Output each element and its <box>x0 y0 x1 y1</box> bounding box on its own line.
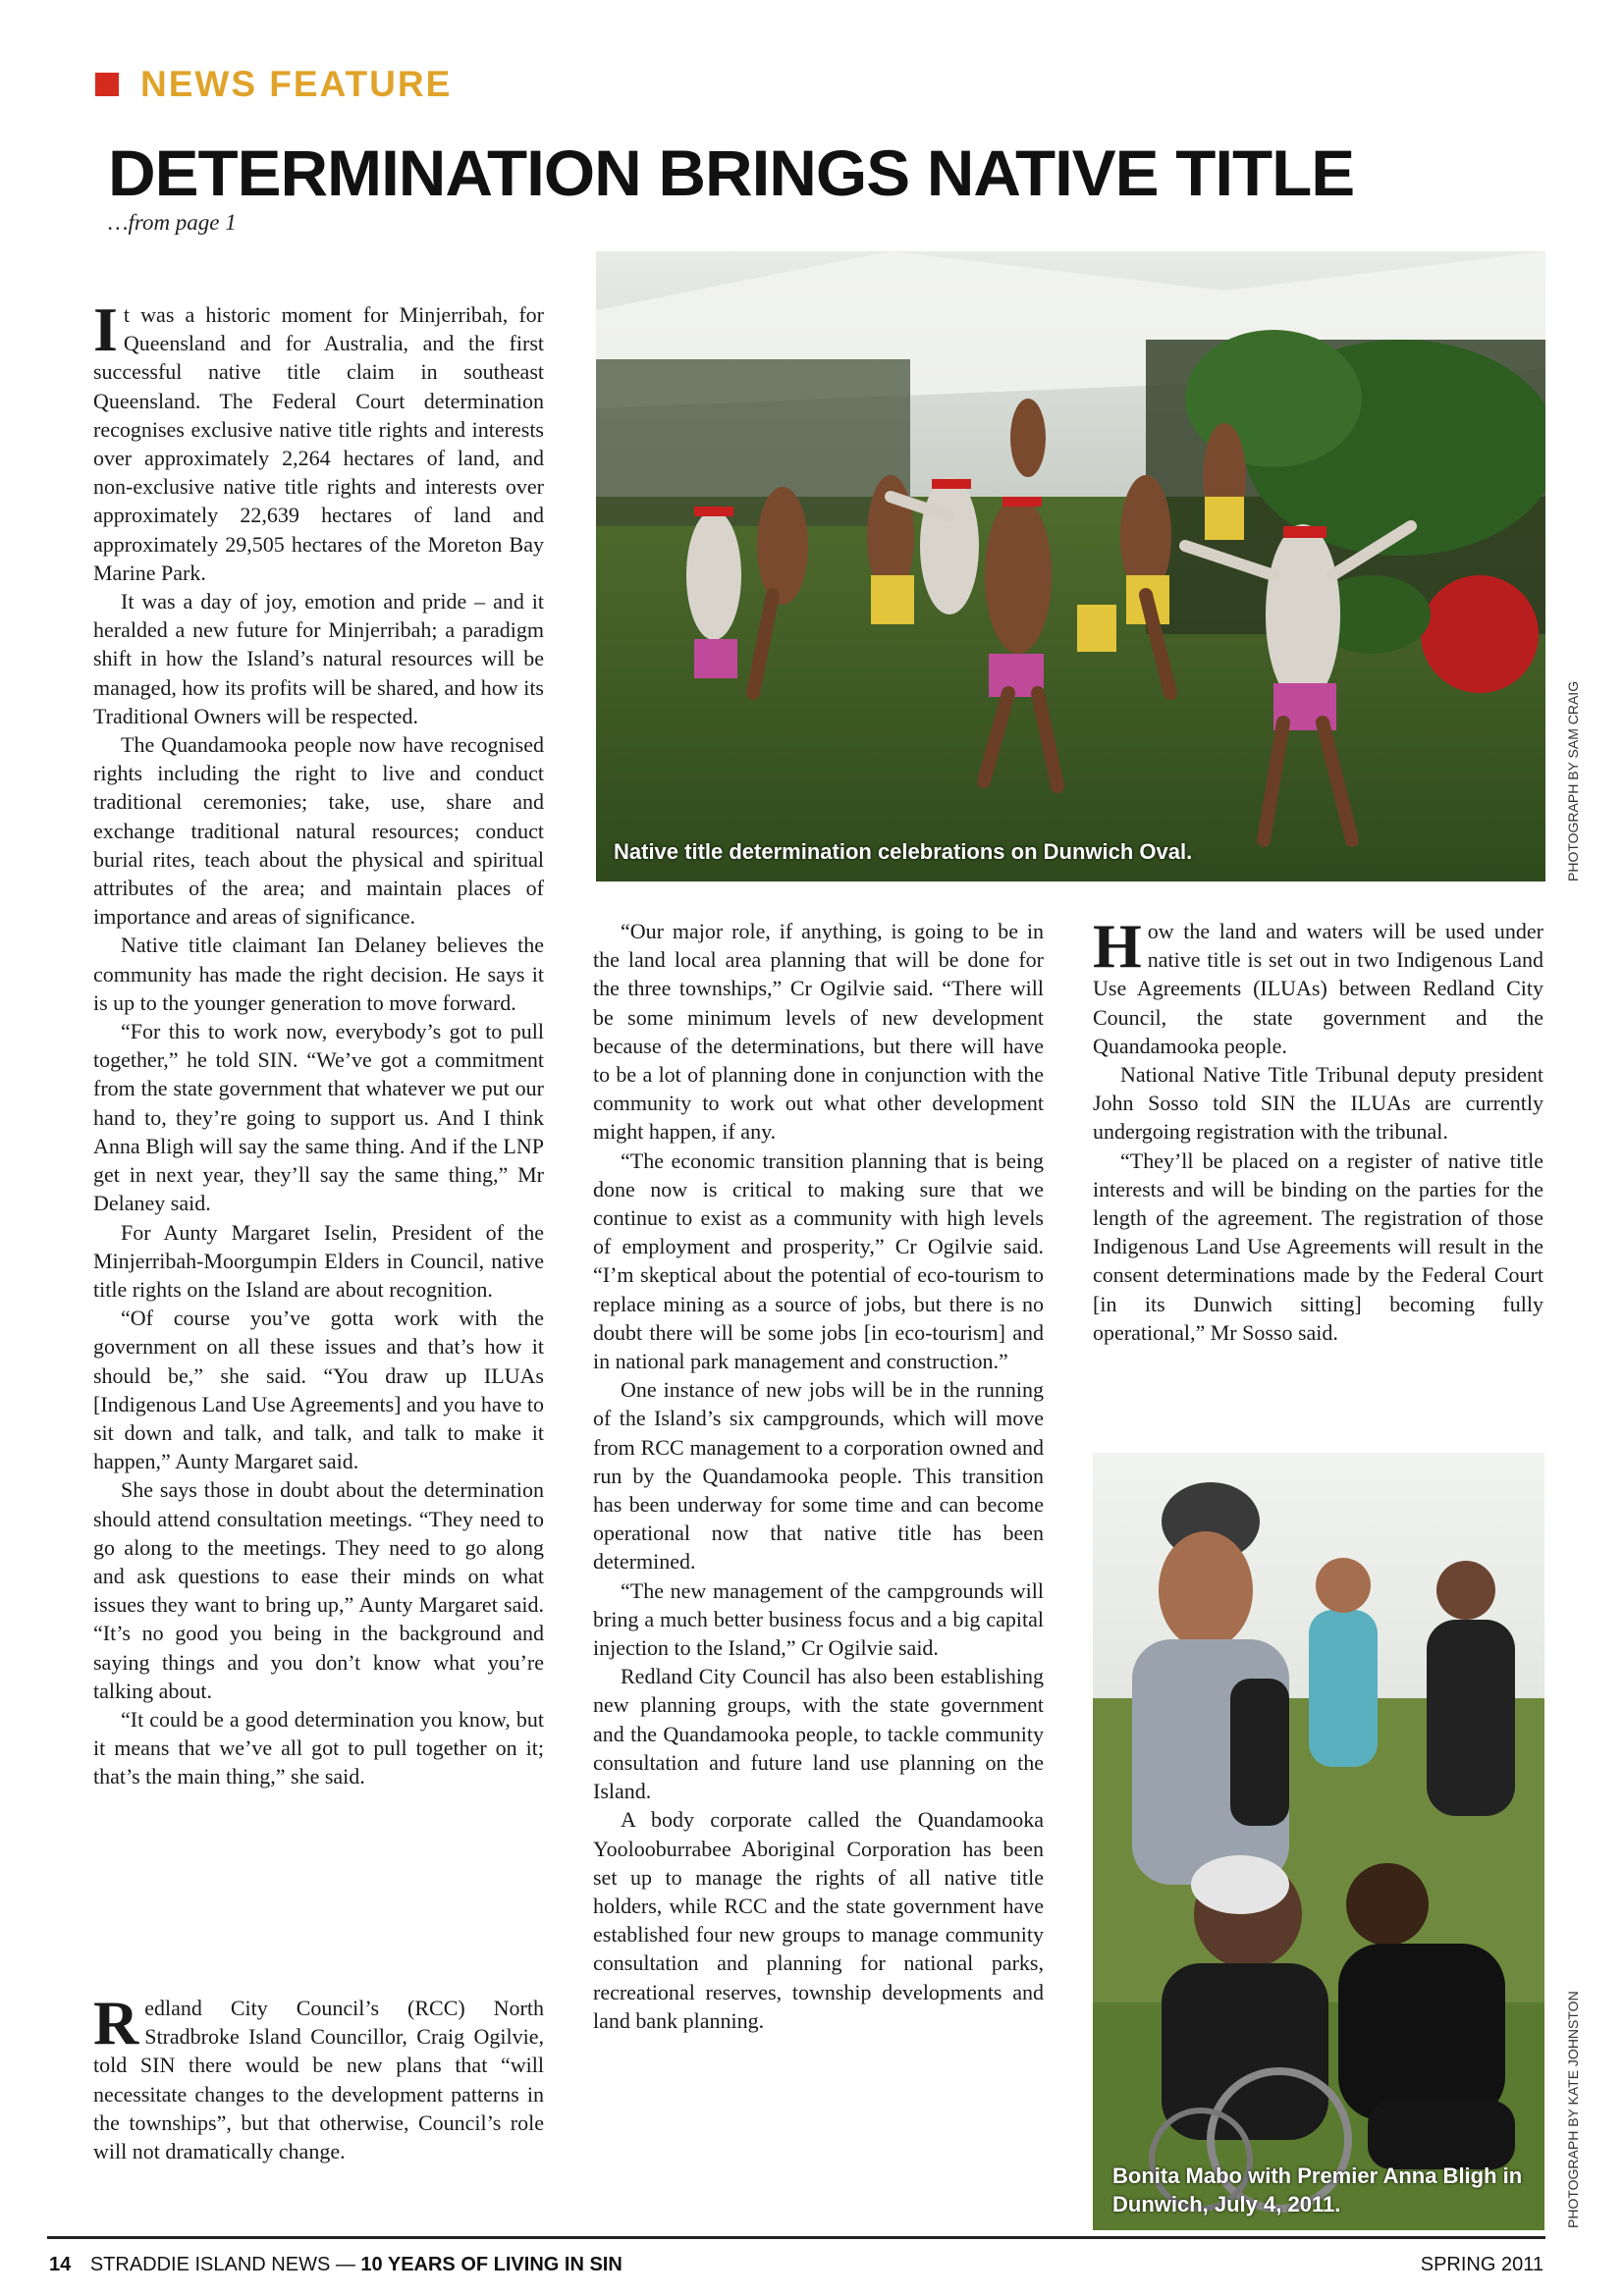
footer-publication <box>49 2254 623 2276</box>
paragraph-text: One instance of new jobs will be in the running of the Island’s six campgrounds, which will move from RCC management to a corporation owned and run by the Quandamooka people. This transition has been underway for some time and can become operational now that native title has been determined. <box>593 1377 1044 1575</box>
paragraph-text: The Quandamooka people now have recognised rights including the right to live and conduct traditional ceremonies; take, use, share and exchange traditional natural resources; conduct burial rites, teach about the physical and spiritual attributes of the area; and maintain places of importance and areas of significance. <box>93 732 544 930</box>
article-paragraph <box>593 1375 1044 1575</box>
paragraph-text: Native title claimant Ian Delaney believes the community has made the right decision. He says it is up to the younger generation to move forward. <box>93 933 544 1015</box>
article-paragraph <box>93 931 544 1017</box>
article-paragraph <box>93 1988 544 2165</box>
dropcap: H <box>1093 911 1142 981</box>
article-paragraph <box>1093 1147 1543 1347</box>
article-paragraph <box>93 1705 544 1791</box>
paragraph-text: “Of course you’ve gotta work with the government on all these issues and that’s how it should be,” she said. “You draw up ILUAs [Indigenous Land Use Agreements] and you have to sit down and talk, and talk, and talk to make it happen,” Aunty Margaret said. <box>93 1306 544 1474</box>
article-paragraph <box>93 1304 544 1475</box>
dropcap: I <box>93 294 118 364</box>
mabo-bligh-photo <box>1093 1453 1544 2230</box>
paragraph-text: “It could be a good determination you know, but it means that we’ve all got to pull together on it; that’s the main thing,” she said. <box>93 1706 544 1789</box>
paragraph-text: “They’ll be placed on a register of native title interests and will be binding on the parties for the length of the agreement. The registration of those Indigenous Land Use Agreements will result in the consent determinations made by the Federal Court [in its Dunwich sitting] becoming fully operational,” Mr Sosso said. <box>1093 1148 1543 1345</box>
article-paragraph <box>93 1017 544 1217</box>
footer-rule <box>47 2236 1545 2239</box>
paragraph-text: She says those in doubt about the determination should attend consultation meetings. “They need to go along to the meetings. They need to go along and ask questions to ease their minds on what issues they want to bring up,” Aunty Margaret said. “It’s no good you being in the background and saying things and you don’t know what you’re talking about. <box>93 1477 544 1703</box>
paragraph-text: It was a day of joy, emotion and pride – and it heralded a new future for Minjerribah; a paradigm shift in how the Island’s natural resources will be managed, how its profits will be shared, and how its Traditional Owners will be respected. <box>93 589 544 728</box>
article-paragraph <box>93 1218 544 1305</box>
paragraph-text: “Our major role, if anything, is going to be in the land local area planning that will be done for the three townships,” Cr Ogilvie said. “There will be some minimum levels of new development because of the determinations, but there will have to be a lot of planning done in conjunction with the community to work out what other development might happen, if any. <box>593 919 1044 1145</box>
paragraph-text: National Native Title Tribunal deputy president John Sosso told SIN the ILUAs are currently undergoing registration with the tribunal. <box>1093 1062 1543 1145</box>
continued-from: …from page 1 <box>108 210 237 235</box>
article-headline: DETERMINATION BRINGS NATIVE TITLE <box>108 136 1355 209</box>
paragraph-text: “The new management of the campgrounds will bring a much better business focus and a big capital injection to the Island,” Cr Ogilvie said. <box>593 1577 1044 1661</box>
article-paragraph <box>593 1147 1044 1376</box>
bottom-photo-caption: Bonita Mabo with Premier Anna Bligh in Dunwich, July 4, 2011. <box>1112 2163 1523 2216</box>
mabo-photo-illustration <box>1093 1453 1544 2230</box>
article-paragraph <box>93 587 544 730</box>
paragraph-text: edland City Council’s (RCC) North Stradbroke Island Councillor, Craig Ogilvie, told SIN there would be new plans that “will necessitate changes to the development patterns in the townships”, but that otherwise, Council’s role will not dramatically change. <box>93 1996 544 2164</box>
issue-date: SPRING 2011 <box>1420 2254 1543 2275</box>
column-1-top <box>93 294 544 1791</box>
article-paragraph <box>593 1576 1044 1663</box>
section-label: NEWS FEATURE <box>140 64 453 104</box>
paragraph-text: ow the land and waters will be used under native title is set out in two Indigenous Land Use Agreements (ILUAs) between Redland City Council, the state government and the Quandamooka people. <box>1093 919 1543 1058</box>
article-paragraph <box>1093 911 1543 1060</box>
kicker-square-icon <box>95 73 119 96</box>
article-paragraph <box>93 730 544 931</box>
paragraph-text: t was a historic moment for Minjerribah, for Queensland and for Australia, and the first successful native title claim in southeast Queensland. The Federal Court determination recognises exclusive native title rights and interests over approximately 2,264 hectares of land, and non-exclusive native title rights and interests over approximately 22,639 hectares of land and approximately 29,505 hectares of the Moreton Bay Marine Park. <box>93 302 544 585</box>
article-paragraph <box>93 1475 544 1705</box>
paragraph-text: “For this to work now, everybody’s got to pull together,” he told SIN. “We’ve got a commitment from the state government that whatever we put our hand to, they’re going to support us. And I think Anna Bligh will say the same thing. And if the LNP get in next year, they’ll say the same thing,” Mr Delaney said. <box>93 1019 544 1216</box>
publication-name: STRADDIE ISLAND NEWS — <box>89 2254 355 2275</box>
column-2 <box>593 917 1044 2035</box>
article-paragraph <box>593 1805 1044 2035</box>
paragraph-text: Redland City Council has also been establishing new planning groups, with the state government and the Quandamooka people, to tackle community consultation and future land use planning on the Island. <box>593 1664 1044 1804</box>
column-3 <box>1093 911 1543 1347</box>
section-kicker <box>95 63 452 106</box>
dropcap: R <box>93 1988 139 2057</box>
top-photo-caption: Native title determination celebrations on Dunwich Oval. <box>614 839 1193 864</box>
paragraph-text: A body corporate called the Quandamooka Yoolooburrabee Aboriginal Corporation has been set up to manage the rights of all native title holders, while RCC and the state government have established four new groups to manage community consultation and planning for national parks, recreational reserves, township developments and land bank planning. <box>593 1807 1044 2033</box>
article-paragraph <box>593 1662 1044 1805</box>
bottom-photo-credit: PHOTOGRAPH BY KATE JOHNSTON <box>1565 1991 1581 2228</box>
paragraph-text: “The economic transition planning that is being done now is critical to making sure that we continue to exist as a community with high levels of employment and prosperity,” Cr Ogilvie said. “I’m skeptical about the potential of eco-tourism to replace mining as a source of jobs, but there is no doubt there will be some jobs [in eco-tourism] and in national park management and construction.” <box>593 1148 1044 1374</box>
top-photo-credit: PHOTOGRAPH BY SAM CRAIG <box>1565 680 1581 881</box>
dance-celebration-photo <box>596 251 1545 881</box>
article-paragraph <box>1093 1060 1543 1147</box>
article-paragraph <box>593 917 1044 1147</box>
article-paragraph <box>93 294 544 587</box>
dance-photo-illustration <box>596 251 1545 881</box>
column-1-bottom <box>93 1988 544 2165</box>
page-number: 14 <box>49 2254 72 2275</box>
paragraph-text: For Aunty Margaret Iselin, President of the Minjerribah-Moorgumpin Elders in Council, native title rights on the Island are about recognition. <box>93 1219 544 1302</box>
publication-tagline: 10 YEARS OF LIVING IN SIN <box>360 2254 623 2275</box>
